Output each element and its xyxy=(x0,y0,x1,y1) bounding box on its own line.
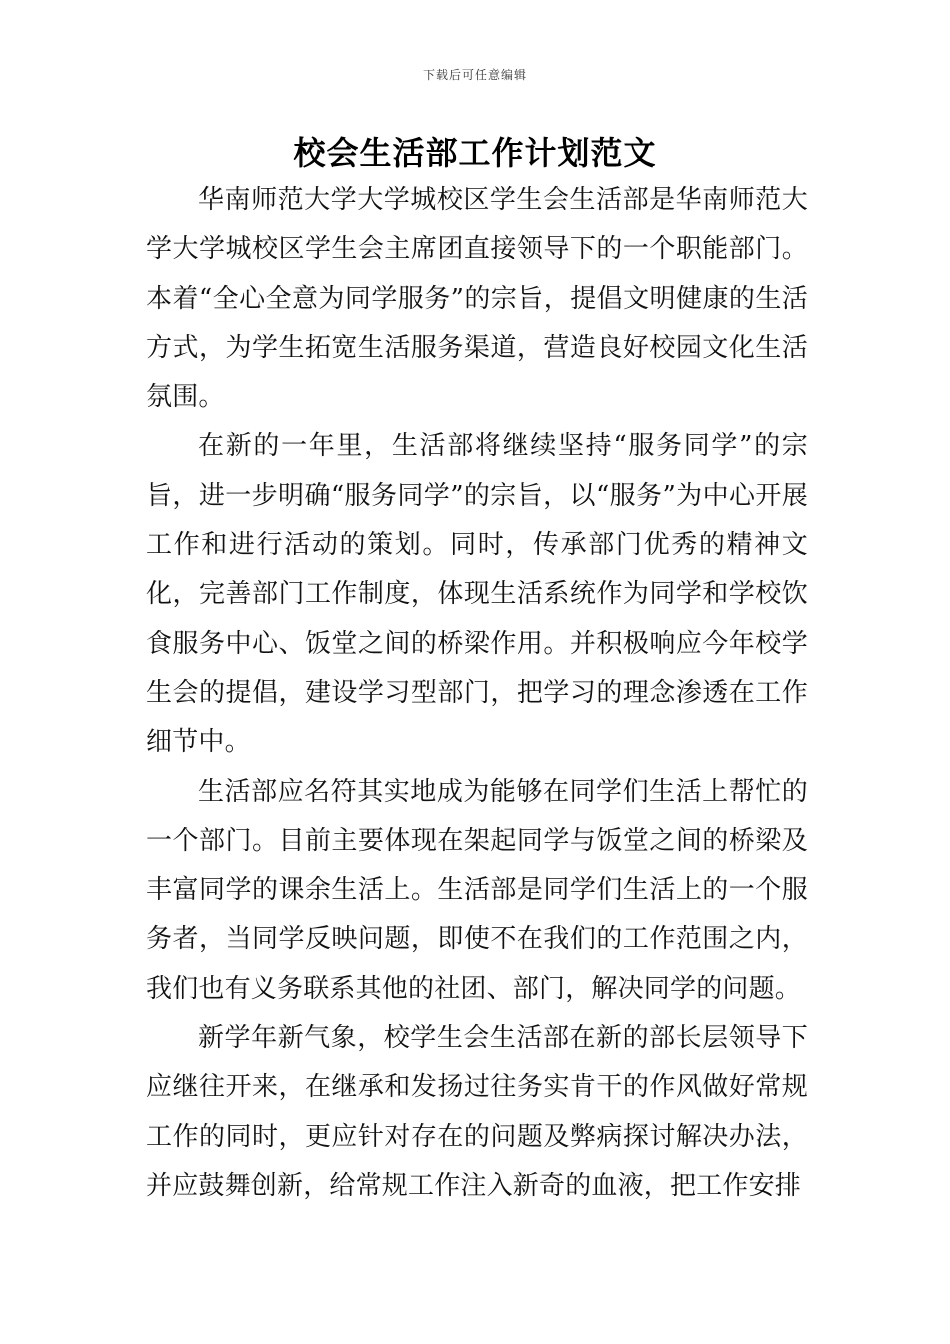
paragraph: 在新的一年里，生活部将继续坚持“服务同学”的宗旨，进一步明确“服务同学”的宗旨，以“服务”为中心开展工作和进行活动的策划。同时，传承部门优秀的精神文化，完善部门工作制度，体现生活系统作为同学和学校饮食服务中心、饭堂之间的桥梁作用。并积极响应今年校学生会的提倡，建设学习型部门，把学习的理念渗透在工作细节中。 xyxy=(146,431,808,758)
document-body xyxy=(146,176,808,1211)
paragraph: 华南师范大学大学城校区学生会生活部是华南师范大学大学城校区学生会主席团直接领导下的一个职能部门。本着“全心全意为同学服务”的宗旨，提倡文明健康的生活方式，为学生拓宽生活服务渠道，营造良好校园文化生活氛围。 xyxy=(146,185,808,413)
document-title: 校会生活部工作计划范文 xyxy=(293,134,657,172)
header-note: 下载后可任意编辑 xyxy=(422,68,527,82)
paragraph: 生活部应名符其实地成为能够在同学们生活上帮忙的一个部门。目前主要体现在架起同学与饭堂之间的桥梁及丰富同学的课余生活上。生活部是同学们生活上的一个服务者，当同学反映问题，即使不在我们的工作范围之内，我们也有义务联系其他的社团、部门，解决同学的问题。 xyxy=(146,776,808,1004)
paragraph: 新学年新气象，校学生会生活部在新的部长层领导下应继往开来，在继承和发扬过往务实肯干的作风做好常规工作的同时，更应针对存在的问题及弊病探讨解决办法，并应鼓舞创新，给常规工作注入新奇的血液，把工作安排 xyxy=(146,1023,808,1201)
